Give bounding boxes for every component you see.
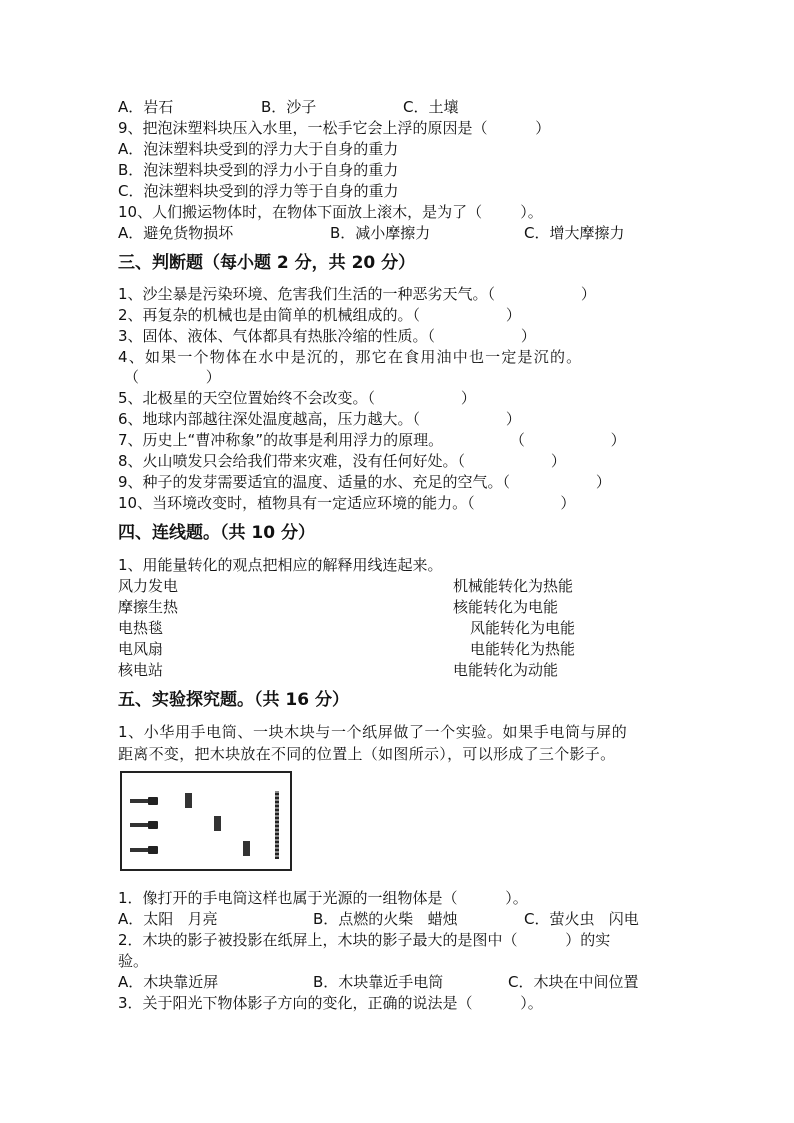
matching-right-item: 电能转化为动能 (453, 661, 559, 679)
tf-item-4: 4、如果一个物体在水中是沉的，那它在食用油中也一定是沉的。 (118, 348, 583, 366)
flashlight-icon (130, 797, 160, 805)
experiment-q3-stem: 3．关于阳光下物体影子方向的变化，正确的说法是（ ）。 (118, 994, 543, 1012)
q10-option-c: C．增大摩擦力 (524, 224, 625, 242)
matching-left-item: 电热毯 (118, 619, 164, 637)
experiment-q2-stem: 2．木块的影子被投影在纸屏上，木块的影子最大的是图中（ ）的实 (118, 931, 611, 949)
matching-left-item: 核电站 (118, 661, 164, 679)
q8-option-c: C．土壤 (403, 98, 459, 116)
tf-item-7: 7、历史上“曹冲称象”的故事是利用浮力的原理。 （ ） (118, 431, 626, 449)
tf-item-4-bracket: （ ） (124, 368, 221, 386)
matching-left-item: 摩擦生热 (118, 598, 179, 616)
section-5-title: 五、实验探究题。（共 16 分） (118, 690, 349, 710)
flashlight-icon (130, 846, 160, 854)
tf-item-5: 5、北极星的天空位置始终不会改变。（ ） (118, 389, 476, 407)
experiment-figure (120, 771, 292, 871)
matching-right-item: 电能转化为热能 (470, 640, 576, 658)
flashlight-icon (130, 821, 160, 829)
paper-screen (275, 791, 279, 859)
experiment-q2-option-b: B．木块靠近手电筒 (313, 973, 444, 991)
matching-right-item: 机械能转化为热能 (453, 577, 574, 595)
matching-intro: 1、用能量转化的观点把相应的解释用线连起来。 (118, 556, 443, 574)
q8-option-b: B．沙子 (261, 98, 317, 116)
experiment-q2-option-a: A．木块靠近屏 (118, 973, 219, 991)
experiment-q2-stem-cont: 验。 (118, 952, 149, 970)
section-4-title: 四、连线题。（共 10 分） (118, 523, 315, 543)
q10-option-a: A．避免货物损坏 (118, 224, 234, 242)
tf-item-1: 1、沙尘暴是污染环境、危害我们生活的一种恶劣天气。（ ） (118, 285, 596, 303)
tf-item-8: 8、火山喷发只会给我们带来灾难，没有任何好处。（ ） (118, 452, 566, 470)
experiment-intro-line-2: 距离不变，把木块放在不同的位置上（如图所示），可以形成了三个影子。 (118, 745, 616, 763)
matching-left-item: 风力发电 (118, 577, 179, 595)
wood-block (185, 793, 192, 808)
tf-item-9: 9、种子的发芽需要适宜的温度、适量的水、充足的空气。（ ） (118, 473, 611, 491)
experiment-q2-option-c: C．木块在中间位置 (508, 973, 639, 991)
q10-stem: 10、人们搬运物体时，在物体下面放上滚木，是为了（ ）。 (118, 203, 543, 221)
tf-item-10: 10、当环境改变时，植物具有一定适应环境的能力。（ ） (118, 494, 576, 512)
section-3-title: 三、判断题（每小题 2 分，共 20 分） (118, 253, 416, 273)
q9-option-a: A．泡沫塑料块受到的浮力大于自身的重力 (118, 140, 399, 158)
q9-option-b: B．泡沫塑料块受到的浮力小于自身的重力 (118, 161, 399, 179)
tf-item-2: 2、再复杂的机械也是由简单的机械组成的。（ ） (118, 306, 521, 324)
wood-block (214, 816, 221, 831)
tf-item-3: 3、固体、液体、气体都具有热胀冷缩的性质。（ ） (118, 327, 536, 345)
matching-right-item: 风能转化为电能 (470, 619, 576, 637)
matching-left-item: 电风扇 (118, 640, 164, 658)
experiment-q1-option-c: C．萤火虫 闪电 (524, 910, 639, 928)
tf-item-6: 6、地球内部越往深处温度越高，压力越大。（ ） (118, 410, 521, 428)
wood-block (243, 841, 250, 856)
q9-stem: 9、把泡沫塑料块压入水里，一松手它会上浮的原因是（ ） (118, 119, 551, 137)
q9-option-c: C．泡沫塑料块受到的浮力等于自身的重力 (118, 182, 399, 200)
matching-right-item: 核能转化为电能 (453, 598, 559, 616)
experiment-q1-option-b: B．点燃的火柴 蜡烛 (313, 910, 458, 928)
q10-option-b: B．减小摩擦力 (330, 224, 431, 242)
q8-option-a: A．岩石 (118, 98, 174, 116)
experiment-q1-stem: 1．像打开的手电筒这样也属于光源的一组物体是（ ）。 (118, 889, 528, 907)
experiment-intro-line-1: 1、小华用手电筒、一块木块与一个纸屏做了一个实验。如果手电筒与屏的 (118, 723, 628, 741)
experiment-q1-option-a: A．太阳 月亮 (118, 910, 218, 928)
